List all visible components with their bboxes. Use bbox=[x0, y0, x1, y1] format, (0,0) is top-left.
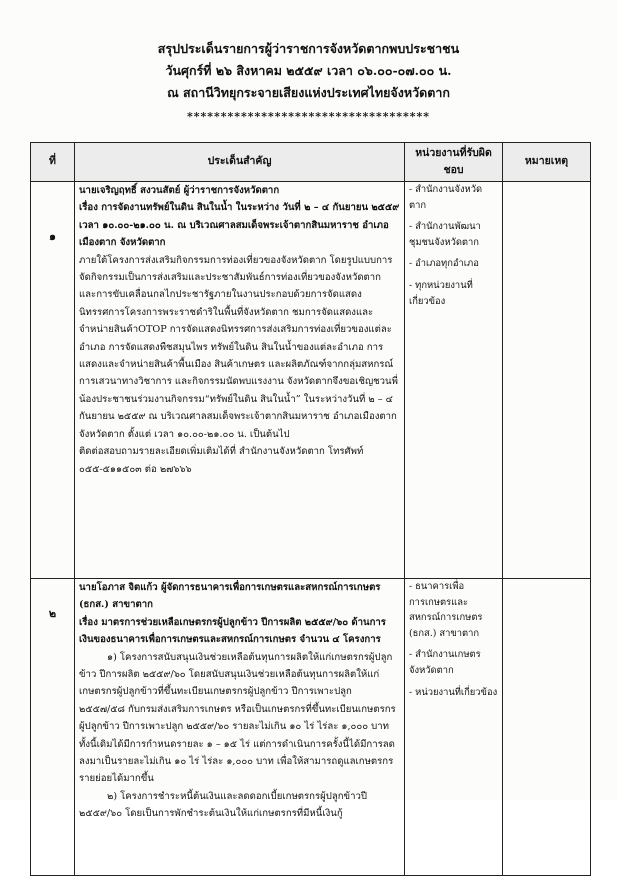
unit-item: - ทุกหน่วยงานที่เกี่ยวข้อง bbox=[409, 279, 473, 307]
unit-item: - ธนาคารเพื่อการเกษตรและสหกรณ์การเกษตร (ธกส.) สาขาตาก bbox=[409, 581, 483, 639]
star-divider: ************************************ bbox=[186, 110, 431, 123]
unit-item: - หน่วยงานที่เกี่ยวข้อง bbox=[409, 686, 498, 698]
document-header bbox=[0, 38, 617, 104]
row-topic bbox=[75, 182, 405, 579]
header-no: ที่ bbox=[31, 143, 75, 182]
item-text: ๑) โครงการสนับสนุนเงินช่วยเหลือต้นทุนการผลิตให้แก่เกษตรกรผู้ปลูกข้าว ปีการผลิต ๒๕๕๙/๖๐ โดยสนับสนุนเงินช่วยเหลือต้นทุนการผลิตให้แก่เกษตรกรผู้ปลูกข้าวที่ขึ้นทะเบียนเกษตรกรผู้ปลูกข้าว ปีการเพาะปลูก ๒๕๕๗/๕๘ กับกรมส่งเสริมการเกษตร หรือเป็นเกษตรกรที่ขึ้นทะเบียนเกษตรกรผู้ปลูกข้าว ปีการเพาะปลูก ๒๕๕๙/๖๐ รายละไม่เกิน ๑๐ ไร่ ไร่ละ ๑,๐๐๐ บาท ทั้งนี้เดิมได้มีการกำหนดรายละ ๑ – ๑๕ ไร่ แต่การดำเนินการครั้งนี้ได้มีการลดลงมาเป็นรายละไม่เกิน ๑๐ ไร่ ไร่ละ ๑,๐๐๐ บาท เพื่อให้สามารถดูแลเกษตรกรรายย่อยได้มากขึ้น bbox=[79, 651, 396, 785]
table-row bbox=[31, 182, 591, 579]
header-title: สรุปประเด็นรายการผู้ว่าราชการจังหวัดตากพบประชาชน bbox=[157, 41, 460, 56]
item-text: ๒) โครงการชำระหนี้ต้นเงินและลดดอกเบี้ยเกษตรกรผู้ปลูกข้าวปี ๒๕๕๙/๖๐ โดยเป็นการพักชำระต้นเงินให้แก่เกษตรกรที่มีหนี้เงินกู้ bbox=[79, 790, 367, 820]
body-text: ภายใต้โครงการส่งเสริมกิจกรรมการท่องเที่ยวของจังหวัดตาก โดยรูปแบบการจัดกิจกรรมเป็นการส่งเสริมและประชาสัมพันธ์การท่องเที่ยวของจังหวัดตาก และการขับเคลื่อนกลไกประชารัฐภายในงานประกอบด้วยการจัดแสดงนิทรรศการโครงการพระราชดำริในพื้นที่จังหวัดตาก ชมการจัดแสดงและจำหน่ายสินค้าOTOP การจัดแสดงนิทรรศการส่งเสริมการท่องเที่ยวของแต่ละอำเภอ การจัดแสดงพืชสมุนไพร ทรัพย์ในดิน สินในน้ำของแต่ละอำเภอ การแสดงและจำหน่ายสินค้าพื้นเมือง สินค้าเกษตร และผลิตภัณฑ์จากกลุ่มสหกรณ์ การเสวนาทางวิชาการ และกิจกรรมนัดพบแรงงาน จังหวัดตากจึงขอเชิญชวนพี่น้องประชาชนร่วมงานกิจกรรม“ทรัพย์ในดิน สินในน้ำ” ในระหว่างวันที่ ๒ – ๔ กันยายน ๒๕๕๙ ณ บริเวณศาลสมเด็จพระเจ้าตากสินมหาราช อำเภอเมืองตาก จังหวัดตาก ตั้งแต่ เวลา ๑๐.๐๐-๒๑.๐๐ น. เป็นต้นไป bbox=[79, 254, 398, 440]
unit-item: - อำเภอทุกอำเภอ bbox=[409, 258, 479, 270]
header-unit: หน่วยงานที่รับผิดชอบ bbox=[405, 143, 503, 182]
row-units bbox=[405, 579, 503, 876]
row-number: ๒ bbox=[31, 579, 75, 876]
contact-text: ติดต่อสอบถามรายละเอียดเพิ่มเติมได้ที่ สำนักงานจังหวัดตาก โทรศัพท์ ๐๕๕-๕๑๑๕๐๓ ต่อ ๒๗๖๖๖ bbox=[79, 446, 364, 475]
header-date: วันศุกร์ที่ ๒๖ สิงหาคม ๒๕๕๙ เวลา ๐๖.๐๐-๐๗.๐๐ น. bbox=[165, 63, 452, 78]
row-remark bbox=[503, 579, 591, 876]
row-number: ๑ bbox=[31, 182, 75, 579]
subject-text: เรื่อง การจัดงานทรัพย์ในดิน สินในน้ำ ในระหว่าง วันที่ ๒ – ๔ กันยายน ๒๕๕๙ เวลา ๑๐.๐๐-๒๑.๐๐ น. ณ บริเวณศาลสมเด็จพระเจ้าตากสินมหาราช อำเภอเมืองตาก จังหวัดตาก bbox=[79, 202, 400, 249]
subject-text: เรื่อง มาตรการช่วยเหลือเกษตรกรผู้ปลูกข้าว ปีการผลิต ๒๕๕๙/๖๐ ด้านการเงินของธนาคารเพื่อการเกษตรและสหกรณ์การเกษตร จำนวน ๔ โครงการ bbox=[79, 616, 386, 646]
header-topic: ประเด็นสำคัญ bbox=[75, 143, 405, 182]
unit-item: - สำนักงานจังหวัดตาก bbox=[409, 184, 483, 211]
header-remark: หมายเหตุ bbox=[503, 143, 591, 182]
table-row bbox=[31, 579, 591, 876]
row-topic bbox=[75, 579, 405, 876]
speaker-name: นายโอภาส จิตแก้ว ผู้จัดการธนาคารเพื่อการเกษตรและสหกรณ์การเกษตร (ธกส.) สาขาตาก bbox=[79, 582, 381, 611]
table-header-row bbox=[31, 143, 591, 182]
unit-item: - สำนักงานเกษตรจังหวัดตาก bbox=[409, 649, 481, 676]
speaker-name: นายเจริญฤทธิ์ สงวนสัตย์ ผู้ว่าราชการจังหวัดตาก bbox=[79, 185, 280, 196]
row-remark bbox=[503, 182, 591, 579]
header-location: ณ สถานีวิทยุกระจายเสียงแห่งประเทศไทยจังหวัดตาก bbox=[167, 85, 450, 100]
unit-item: - สำนักงานพัฒนาชุมชนจังหวัดตาก bbox=[409, 221, 481, 248]
row-units bbox=[405, 182, 503, 579]
summary-table bbox=[30, 142, 591, 876]
